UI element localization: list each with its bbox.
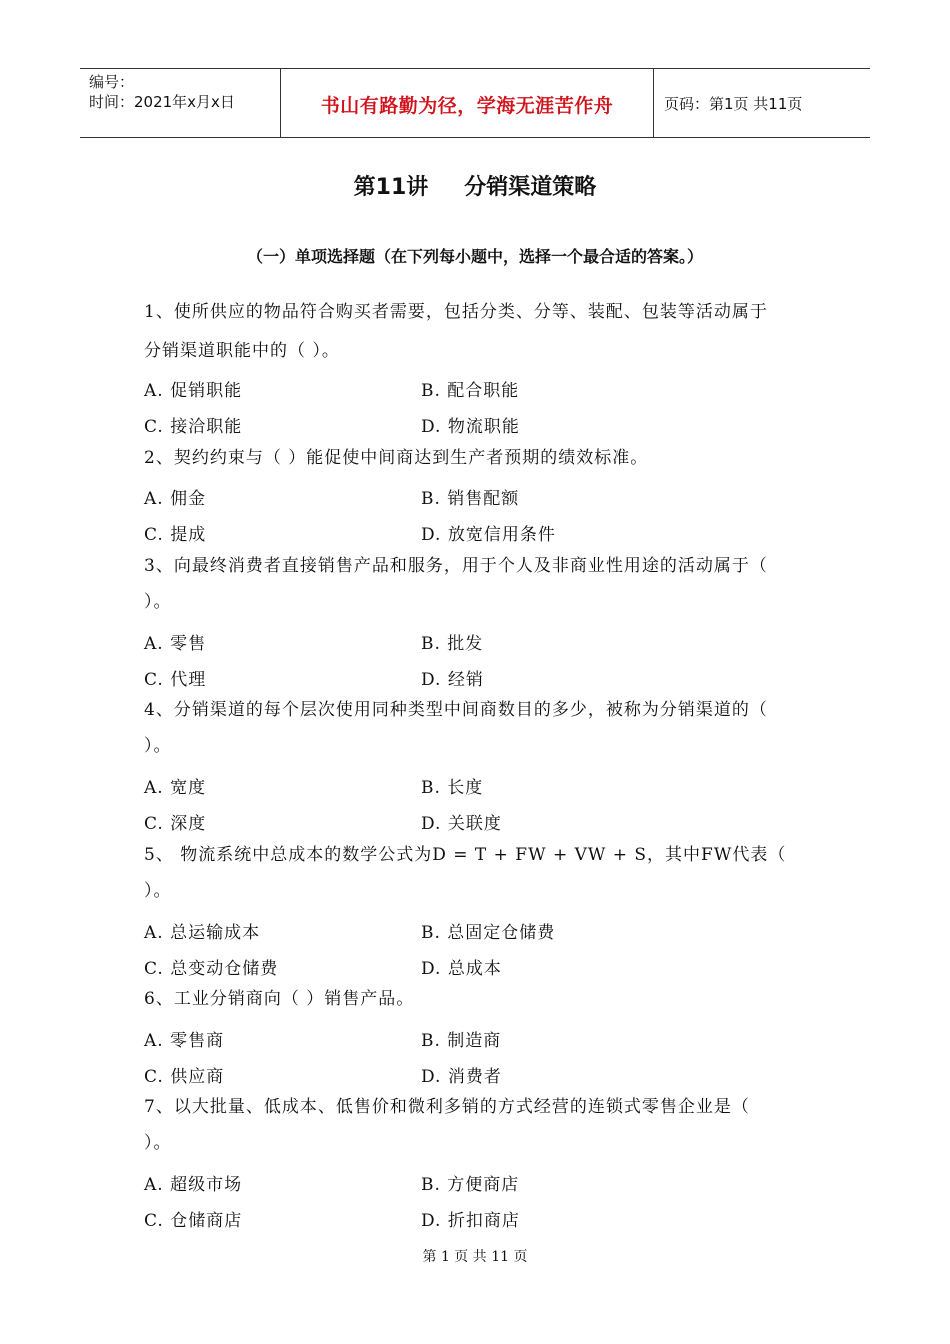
lecture-number: 第11讲 bbox=[353, 175, 429, 200]
question-stem-continued: ）。 bbox=[144, 592, 172, 612]
option-d: D. 物流职能 bbox=[421, 417, 520, 437]
option-c: C. 仓储商店 bbox=[144, 1211, 243, 1231]
option-d: D. 总成本 bbox=[421, 959, 502, 979]
question-stem-continued: ）。 bbox=[144, 736, 172, 756]
option-d: D. 经销 bbox=[421, 670, 484, 690]
option-c: C. 总变动仓储费 bbox=[144, 959, 279, 979]
option-a: A. 零售 bbox=[144, 634, 207, 654]
header-page-cell bbox=[654, 69, 870, 137]
section-heading: （一）单项选择题（在下列每小题中，选择一个最合适的答案。） bbox=[246, 247, 703, 266]
option-c: C. 深度 bbox=[144, 814, 207, 834]
option-b: B. 制造商 bbox=[421, 1031, 502, 1051]
option-c: C. 代理 bbox=[144, 670, 207, 690]
option-b: B. 方便商店 bbox=[421, 1175, 520, 1195]
option-a: A. 总运输成本 bbox=[144, 923, 261, 943]
option-b: B. 销售配额 bbox=[421, 489, 520, 509]
option-a: A. 超级市场 bbox=[144, 1175, 243, 1195]
header-motto-cell bbox=[280, 69, 654, 137]
option-c: C. 接洽职能 bbox=[144, 417, 243, 437]
question-stem: 7、以大批量、低成本、低售价和微利多销的方式经营的连锁式零售企业是（ bbox=[144, 1097, 750, 1117]
option-a: A. 宽度 bbox=[144, 778, 207, 798]
option-d: D. 折扣商店 bbox=[421, 1211, 520, 1231]
header-meta-cell bbox=[80, 69, 280, 137]
page-info: 页码：第1页 共11页 bbox=[664, 95, 803, 113]
option-c: C. 供应商 bbox=[144, 1067, 225, 1087]
question-stem-continued: ）。 bbox=[144, 1133, 172, 1153]
option-b: B. 长度 bbox=[421, 778, 484, 798]
document-header bbox=[80, 68, 870, 138]
question-stem: 3、向最终消费者直接销售产品和服务，用于个人及非商业性用途的活动属于（ bbox=[144, 556, 768, 576]
question-stem: 5、 物流系统中总成本的数学公式为D = T + FW + VW + S，其中FW代表（ bbox=[144, 845, 787, 865]
option-b: B. 配合职能 bbox=[421, 381, 520, 401]
question-stem: 1、使所供应的物品符合购买者需要，包括分类、分等、装配、包装等活动属于 bbox=[144, 302, 768, 322]
question-stem: 2、契约约束与（ ）能促使中间商达到生产者预期的绩效标准。 bbox=[144, 448, 649, 468]
page-footer: 第 1 页 共 11 页 bbox=[422, 1249, 528, 1265]
option-b: B. 批发 bbox=[421, 634, 484, 654]
page-title bbox=[0, 170, 950, 201]
question-stem-continued: 分销渠道职能中的（ ）。 bbox=[144, 341, 340, 361]
document-date: 时间：2021年x月x日 bbox=[89, 93, 235, 111]
option-d: D. 关联度 bbox=[421, 814, 502, 834]
option-b: B. 总固定仓储费 bbox=[421, 923, 556, 943]
question-stem: 4、分销渠道的每个层次使用同种类型中间商数目的多少，被称为分销渠道的（ bbox=[144, 700, 768, 720]
option-d: D. 消费者 bbox=[421, 1067, 502, 1087]
question-stem-continued: ）。 bbox=[144, 881, 172, 901]
document-number-label: 编号： bbox=[89, 73, 135, 91]
question-stem: 6、工业分销商向（ ）销售产品。 bbox=[144, 989, 415, 1009]
option-a: A. 促销职能 bbox=[144, 381, 243, 401]
option-c: C. 提成 bbox=[144, 525, 207, 545]
option-a: A. 零售商 bbox=[144, 1031, 225, 1051]
option-d: D. 放宽信用条件 bbox=[421, 525, 556, 545]
motto: 书山有路勤为径，学海无涯苦作舟 bbox=[320, 95, 614, 117]
option-a: A. 佣金 bbox=[144, 489, 207, 509]
lecture-topic: 分销渠道策略 bbox=[464, 175, 597, 200]
